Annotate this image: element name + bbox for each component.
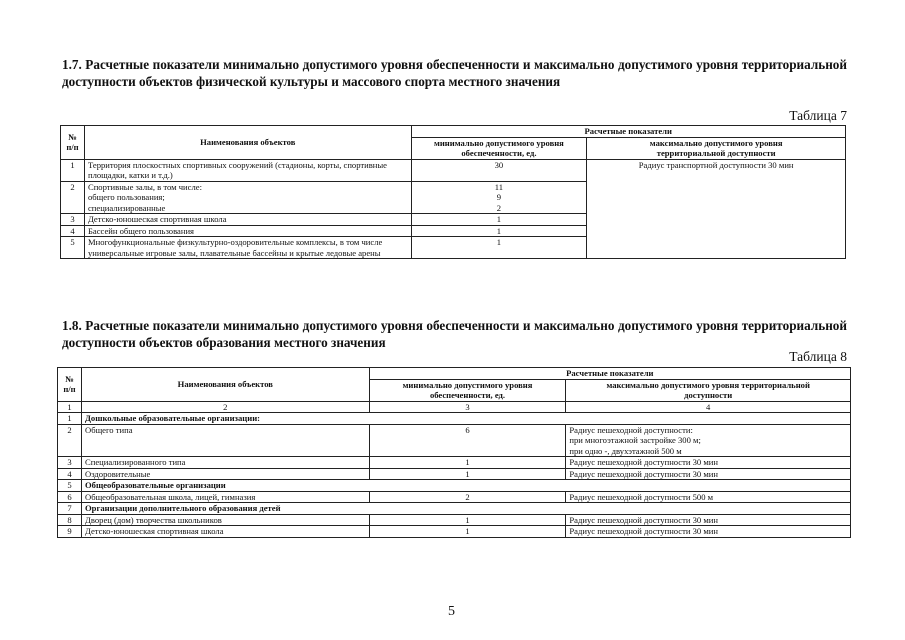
row-min: 1 — [369, 526, 566, 538]
row-num: 3 — [58, 457, 82, 469]
table-row — [58, 514, 851, 526]
row-min: 1 — [369, 514, 566, 526]
row-name: Территория плоскостных спортивных сооружений (стадионы, корты, спортивные площадки, катки и т.д.) — [84, 159, 411, 181]
table-row-section — [58, 503, 851, 515]
row-num: 1 — [61, 159, 85, 181]
table-row — [58, 424, 851, 457]
row-min: 1 — [369, 457, 566, 469]
header-max: максимально допустимого уровня территориальной доступности — [587, 137, 846, 159]
row-num: 4 — [58, 468, 82, 480]
table-row — [61, 159, 846, 181]
row-num: 9 — [58, 526, 82, 538]
row-max: Радиус пешеходной доступности 30 мин — [566, 457, 851, 469]
row-name: Спортивные залы, в том числе: общего пользования; специализированные — [84, 181, 411, 214]
row-name: Дошкольные образовательные организации: — [81, 413, 850, 425]
row-num: 8 — [58, 514, 82, 526]
row-num: 7 — [58, 503, 82, 515]
row-min: 2 — [369, 491, 566, 503]
row-name: Организации дополнительного образования детей — [81, 503, 850, 515]
row-min: 30 — [411, 159, 587, 181]
row-max: Радиус транспортной доступности 30 мин — [587, 159, 846, 259]
table-row — [58, 468, 851, 480]
header-num: № п/п — [61, 126, 85, 160]
row-name: Дворец (дом) творчества школьников — [81, 514, 369, 526]
row-num: 6 — [58, 491, 82, 503]
table-7 — [60, 125, 846, 259]
row-max: Радиус пешеходной доступности 30 мин — [566, 468, 851, 480]
colnum: 3 — [369, 401, 566, 413]
row-name: Общего типа — [81, 424, 369, 457]
header-num: № п/п — [58, 368, 82, 402]
table-row — [58, 491, 851, 503]
header-name: Наименования объектов — [81, 368, 369, 402]
row-max: Радиус пешеходной доступности: при многоэтажной застройке 300 м; при одно -, двухэтажной 500 м — [566, 424, 851, 457]
row-num: 2 — [61, 181, 85, 214]
header-min: минимально допустимого уровня обеспеченности, ед. — [411, 137, 587, 159]
row-min: 6 — [369, 424, 566, 457]
row-min: 1 — [369, 468, 566, 480]
header-min: минимально допустимого уровня обеспеченности, ед. — [369, 379, 566, 401]
row-name: Бассейн общего пользования — [84, 225, 411, 237]
row-min: 1 — [411, 225, 587, 237]
row-num: 1 — [58, 413, 82, 425]
row-name: Оздоровительные — [81, 468, 369, 480]
colnum: 2 — [81, 401, 369, 413]
row-min: 1 — [411, 237, 587, 259]
row-num: 4 — [61, 225, 85, 237]
row-num: 5 — [58, 480, 82, 492]
row-name: Детско-юношеская спортивная школа — [81, 526, 369, 538]
header-group: Расчетные показатели — [411, 126, 845, 138]
table-7-caption: Таблица 7 — [789, 108, 847, 123]
colnum: 1 — [58, 401, 82, 413]
row-num: 2 — [58, 424, 82, 457]
row-min: 11 9 2 — [411, 181, 587, 214]
table-8 — [57, 367, 851, 538]
header-max: максимально допустимого уровня территориальной доступности — [566, 379, 851, 401]
table-8-caption: Таблица 8 — [789, 349, 847, 364]
table-row-section — [58, 480, 851, 492]
header-name: Наименования объектов — [84, 126, 411, 160]
row-num: 5 — [61, 237, 85, 259]
row-name: Общеобразовательные организации — [81, 480, 850, 492]
row-max: Радиус пешеходной доступности 30 мин — [566, 514, 851, 526]
table-row — [58, 457, 851, 469]
row-num: 3 — [61, 214, 85, 226]
page-number: 5 — [448, 604, 455, 619]
table-row — [58, 526, 851, 538]
column-number-row — [58, 401, 851, 413]
row-name: Многофункциональные физкультурно-оздоровительные комплексы, в том числе универсальные игровые залы, плавательные бассейны и крытые ледовые арены — [84, 237, 411, 259]
row-max: Радиус пешеходной доступности 500 м — [566, 491, 851, 503]
table-row-section — [58, 413, 851, 425]
colnum: 4 — [566, 401, 851, 413]
row-name: Общеобразовательная школа, лицей, гимназия — [81, 491, 369, 503]
section-8-heading: 1.8. Расчетные показатели минимально допустимого уровня обеспеченности и максимально допустимого уровня территориальной доступности объектов образования местного значения — [62, 318, 847, 350]
header-group: Расчетные показатели — [369, 368, 850, 380]
row-name: Детско-юношеская спортивная школа — [84, 214, 411, 226]
row-max: Радиус пешеходной доступности 30 мин — [566, 526, 851, 538]
row-min: 1 — [411, 214, 587, 226]
row-name: Специализированного типа — [81, 457, 369, 469]
section-7-heading: 1.7. Расчетные показатели минимально допустимого уровня обеспеченности и максимально допустимого уровня территориальной доступности объектов физической культуры и массового спорта местного значения — [62, 57, 847, 89]
